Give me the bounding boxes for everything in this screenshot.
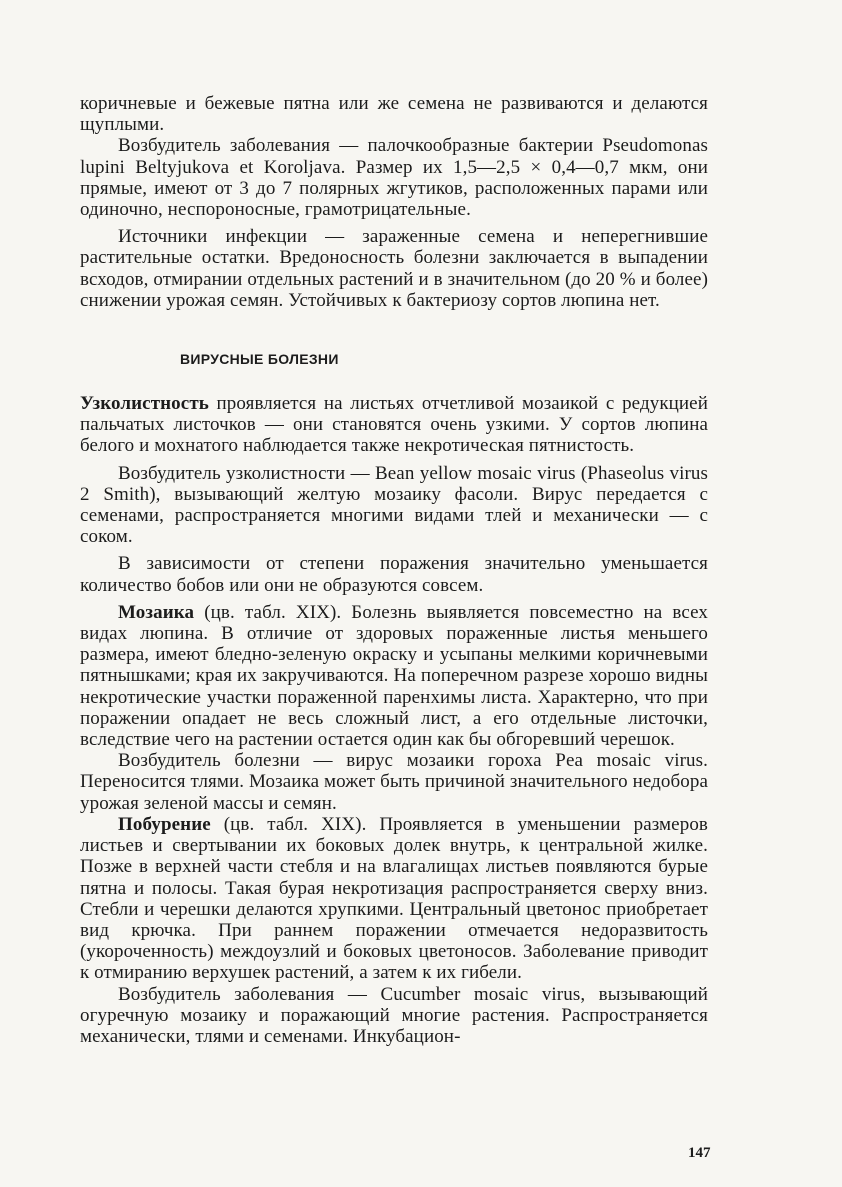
page-number: 147 [688,1145,711,1161]
term-mozaika: Мозаика [118,601,195,623]
section-heading: ВИРУСНЫЕ БОЛЕЗНИ [180,351,339,368]
paragraph-seed-spots: коричневые и бежевые пятна или же семена не развиваются и делаются щуплыми. [80,93,708,136]
text-uzkolistnost: проявляется на листьях отчетливой мозаикой с редукцией пальчатых листочков — они становятся очень узкими. У сортов люпина белого и мохнатого наблюдается также некротическая пятнистость. [80,393,708,457]
paragraph-uzkolistnost [80,393,708,457]
paragraph-uzkolistnost-pathogen: Возбудитель узколистности — Bean yellow mosaic virus (Phaseolus virus 2 Smith), вызывающий желтую мозаику фасоли. Вирус передается с семенами, распространяется многими видами тлей и механически — с соком. [80,462,708,548]
paragraph-mozaika [80,602,708,750]
page-body [80,93,708,1047]
paragraph-pobureniye-pathogen: Возбудитель заболевания — Cucumber mosaic virus, вызывающий огуречную мозаику и поражающий многие растения. Распространяется механически, тлями и семенами. Инкубацион- [80,983,708,1047]
paragraph-mozaika-pathogen: Возбудитель болезни — вирус мозаики гороха Pea mosaic virus. Переносится тлями. Мозаика может быть причиной значительного недобора урожая зеленой массы и семян. [80,750,708,814]
paragraph-uzkolistnost-effect: В зависимости от степени поражения значительно уменьшается количество бобов или они не образуются совсем. [80,553,708,596]
text-mozaika: (цв. табл. XIX). Болезнь выявляется повсеместно на всех видах люпина. В отличие от здоровых пораженные листья меньшего размера, имеют бледно-зеленую окраску и усыпаны мелкими коричневыми пятнышками; края их закручиваются. На поперечном разрезе хорошо видны некротические участки пораженной паренхимы листа. Характерно, что при поражении опадает не весь сложный лист, а его отдельные листочки, вследствие чего на растении остается один как бы обгоревший черешок. [80,601,708,751]
paragraph-bacteria-pathogen: Возбудитель заболевания — палочкообразные бактерии Pseudomonas lupini Beltyjukova et Koroljava. Размер их 1,5—2,5 × 0,4—0,7 мкм, они прямые, имеют от 3 до 7 полярных жгутиков, расположенных парами или одиночно, неспороносные, грамотрицательные. [80,135,708,221]
paragraph-pobureniye [80,814,708,984]
text-pobureniye: (цв. табл. XIX). Проявляется в уменьшении размеров листьев и свертывании их боковых долек внутрь, к центральной жилке. Позже в верхней части стебля и на влагалищах листьев появляются бурые пятна и полосы. Такая бурая некротизация распространяется сверху вниз. Стебли и черешки делаются хрупкими. Центральный цветонос приобретает вид крючка. При раннем поражении отмечается недоразвитость (укороченность) междоузлий и боковых цветоносов. Заболевание приводит к отмиранию верхушек растений, а затем к их гибели. [80,813,708,984]
term-uzkolistnost: Узколистность [80,393,209,415]
term-pobureniye: Побурение [118,813,211,835]
paragraph-infection-sources: Источники инфекции — зараженные семена и неперегнившие растительные остатки. Вредоносность болезни заключается в выпадении всходов, отмирании отдельных растений и в значительном (до 20 % и более) снижении урожая семян. Устойчивых к бактериозу сортов люпина нет. [80,226,708,311]
